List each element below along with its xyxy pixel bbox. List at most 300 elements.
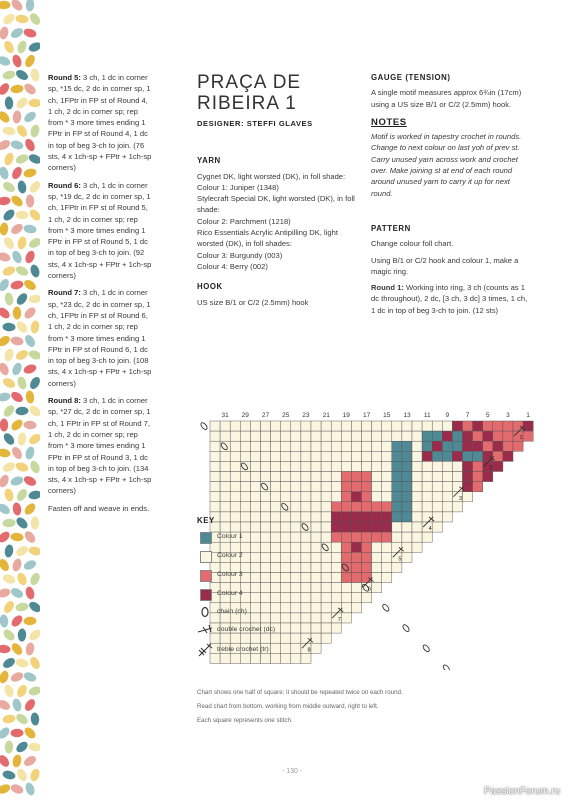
chart-cell — [250, 421, 260, 431]
border-petal — [23, 224, 37, 235]
chart-cell — [240, 451, 250, 461]
chart-cell — [341, 502, 351, 512]
border-petal — [3, 348, 14, 363]
border-petal — [15, 14, 29, 24]
key-item-colour4: Colour 4 — [197, 589, 317, 601]
border-petal — [14, 68, 29, 82]
border-petal — [25, 0, 34, 12]
chart-cell — [240, 421, 250, 431]
chart-cell — [250, 451, 260, 461]
chart-cell — [321, 633, 331, 643]
gauge-heading: GAUGE (TENSION) — [371, 73, 451, 82]
chart-cell — [281, 461, 291, 471]
chart-cell — [452, 431, 462, 441]
border-petal — [16, 376, 28, 391]
border-petal — [28, 490, 40, 501]
border-petal — [1, 573, 16, 586]
key-title: KEY — [197, 516, 215, 525]
chart-cell — [432, 461, 442, 471]
chart-cell — [311, 472, 321, 482]
chart-cell — [503, 441, 513, 451]
chart-cell — [271, 482, 281, 492]
chart-cell — [311, 451, 321, 461]
chart-cell — [351, 492, 361, 502]
chart-cell — [362, 482, 372, 492]
chart-cell — [402, 421, 412, 431]
border-petal — [23, 137, 36, 152]
border-petal — [16, 39, 28, 54]
chart-cell — [402, 522, 412, 532]
chart-cell — [351, 472, 361, 482]
chart-cell — [442, 472, 452, 482]
chart-cell — [463, 461, 473, 471]
border-petal — [22, 278, 37, 292]
chain-mark — [442, 664, 451, 670]
chart-cell — [311, 522, 321, 532]
border-petal — [15, 406, 29, 415]
chart-cell — [362, 492, 372, 502]
hook-text: US size B/1 or C/2 (2.5mm) hook — [197, 297, 309, 307]
chart-cell — [452, 472, 462, 482]
chart-cell — [362, 472, 372, 482]
border-petal — [24, 781, 36, 796]
border-petal — [3, 683, 16, 698]
column-label: 1 — [526, 412, 530, 419]
treble-crochet-icon — [197, 643, 213, 657]
chart-cell — [321, 451, 331, 461]
chart-cell — [321, 502, 331, 512]
chart-cell — [331, 441, 341, 451]
chart-cell — [351, 482, 361, 492]
border-petal — [25, 642, 36, 656]
border-petal — [0, 783, 12, 796]
chart-cell — [362, 593, 372, 603]
chart-cell — [351, 562, 361, 572]
border-petal — [10, 84, 24, 94]
chart-cell — [432, 472, 442, 482]
chart-cell — [230, 512, 240, 522]
border-petal — [23, 27, 38, 39]
border-petal — [14, 712, 29, 727]
chart-cell — [301, 431, 311, 441]
chart-cell — [382, 532, 392, 542]
column-label: 7 — [465, 412, 470, 419]
border-petal — [11, 698, 22, 713]
chart-cell — [271, 502, 281, 512]
key-item-colour2: Colour 2 — [197, 551, 317, 563]
chart-cell — [331, 461, 341, 471]
chart-cell — [422, 431, 432, 441]
chart-cell — [362, 502, 372, 512]
chart-note: Each square represents one stitch. — [197, 717, 293, 724]
chart-cell — [432, 502, 442, 512]
chart-cell — [432, 431, 442, 441]
chart-cell — [392, 482, 402, 492]
border-petal — [0, 222, 9, 236]
border-petal — [29, 124, 40, 139]
chart-cell — [351, 441, 361, 451]
chart-cell — [392, 522, 402, 532]
chart-cell — [301, 451, 311, 461]
chart-cell — [271, 431, 281, 441]
border-petal — [28, 294, 40, 304]
chart-cell — [422, 492, 432, 502]
chart-cell — [220, 482, 230, 492]
border-petal — [28, 99, 40, 108]
chart-cell — [321, 512, 331, 522]
chart-cell — [250, 431, 260, 441]
chart-cell — [250, 461, 260, 471]
round-label: 8 — [307, 647, 311, 654]
colour3-swatch — [200, 570, 212, 582]
chart-cell — [463, 492, 473, 502]
chart-cell — [271, 522, 281, 532]
chart-cell — [473, 441, 483, 451]
chart-cell — [261, 421, 271, 431]
chart-cell — [382, 552, 392, 562]
border-petal — [30, 712, 40, 726]
border-petal — [22, 82, 37, 97]
chart-cell — [240, 502, 250, 512]
chart-cell — [372, 431, 382, 441]
round-6: Round 6: 3 ch, 1 dc in corner sp, *19 dc, 2 dc in corner sp, 1 ch, 1FPtr in FP st of Round 5, 1 ch, 2 dc in corner sp; rep from * 3 more times ending 1 FPtr in FP st of Round 5, 1 dc in top of beg 3-ch to join. (92 sts, 4 x 1ch-sp + FPtr + 1ch-sp corners) — [48, 180, 152, 281]
chart-cell — [382, 542, 392, 552]
chart-cell — [412, 492, 422, 502]
chart-cell — [331, 492, 341, 502]
border-petal — [9, 586, 24, 600]
chart-cell — [341, 532, 351, 542]
border-petal — [14, 153, 29, 166]
border-petal — [0, 55, 12, 68]
chart-cell — [331, 542, 341, 552]
border-petal — [27, 236, 40, 250]
chart-cell — [240, 431, 250, 441]
border-petal — [0, 419, 8, 432]
chart-cell — [321, 573, 331, 583]
border-petal — [1, 627, 16, 642]
chart-cell — [402, 482, 412, 492]
chart-cell — [412, 472, 422, 482]
chart-cell — [230, 451, 240, 461]
border-petal — [2, 714, 16, 724]
chart-cell — [463, 472, 473, 482]
border-petal — [22, 725, 37, 740]
chart-cell — [422, 421, 432, 431]
border-petal — [14, 544, 29, 558]
chart-cell — [503, 421, 513, 431]
border-petal — [15, 487, 29, 502]
chart-cell — [483, 421, 493, 431]
border-petal — [4, 292, 14, 306]
chart-cell — [473, 472, 483, 482]
chart-cell — [382, 451, 392, 461]
chart-notes — [197, 686, 457, 728]
border-petal — [30, 68, 40, 82]
chart-cell — [210, 421, 220, 431]
chart-cell — [463, 431, 473, 441]
border-petal — [2, 235, 16, 250]
chart-cell — [422, 512, 432, 522]
border-petal — [22, 363, 37, 375]
chart-cell — [412, 431, 422, 441]
border-petal — [14, 264, 29, 277]
chart-cell — [432, 482, 442, 492]
chart-cell — [261, 451, 271, 461]
key-item-colour1: Colour 1 — [197, 532, 317, 544]
chart-cell — [321, 623, 331, 633]
chart-cell — [240, 512, 250, 522]
chart-cell — [301, 502, 311, 512]
hook-heading: HOOK — [197, 282, 223, 292]
chart-cell — [321, 613, 331, 623]
column-label: 5 — [485, 412, 490, 419]
border-petal — [28, 655, 40, 670]
border-petal — [13, 306, 22, 319]
chart-cell — [362, 451, 372, 461]
chart-cell — [240, 482, 250, 492]
chart-cell — [250, 502, 260, 512]
chart-cell — [503, 431, 513, 441]
column-label: 17 — [362, 412, 371, 419]
chart-cell — [321, 583, 331, 593]
chart-cell — [311, 441, 321, 451]
chart-cell — [351, 573, 361, 583]
chart-cell — [513, 441, 523, 451]
chart-cell — [493, 421, 503, 431]
round-5: Round 5: 3 ch, 1 dc in corner sp, *15 dc, 2 dc in corner sp, 1 ch, 1FPtr in FP st of Round 4, 1 ch, 2 dc in corner sp; rep from * 3 more times ending 1 FPtr in FP st of Round 4, 1 dc in top of beg 3-ch to join. (76 sts, 4 x 1ch-sp + FPtr + 1ch-sp corners) — [48, 73, 152, 173]
chart-cell — [351, 542, 361, 552]
right-column — [371, 72, 531, 316]
border-petal — [14, 348, 29, 362]
chart-cell — [351, 451, 361, 461]
chart-cell — [301, 482, 311, 492]
border-petal — [2, 322, 15, 331]
border-petal — [27, 432, 40, 446]
chart-cell — [372, 472, 382, 482]
chart-cell — [442, 451, 452, 461]
chart-cell — [341, 583, 351, 593]
border-petal — [27, 41, 40, 54]
chart-cell — [321, 532, 331, 542]
chart-cell — [240, 441, 250, 451]
chart-cell — [503, 451, 513, 461]
yarn-line: Colour 1: Juniper (1348) — [197, 182, 279, 192]
chart-cell — [321, 593, 331, 603]
chart-cell — [422, 472, 432, 482]
chart-cell — [513, 421, 523, 431]
border-petal — [27, 152, 40, 165]
border-petal — [12, 502, 22, 516]
chart-cell — [321, 522, 331, 532]
chart-cell — [230, 461, 240, 471]
chart-cell — [271, 421, 281, 431]
border-petal — [9, 26, 24, 40]
column-label: 21 — [322, 412, 330, 419]
page-number: - 130 - — [282, 768, 303, 775]
column-label: 9 — [445, 412, 450, 419]
chart-cell — [422, 451, 432, 461]
chart-cell — [331, 603, 341, 613]
chart-cell — [341, 552, 351, 562]
chart-cell — [210, 451, 220, 461]
chart-cell — [210, 482, 220, 492]
chart-cell — [220, 421, 230, 431]
chart-cell — [392, 421, 402, 431]
border-petal — [22, 558, 37, 571]
chart-cell — [422, 502, 432, 512]
border-petal — [23, 529, 38, 544]
border-petal — [23, 501, 38, 516]
chart-cell — [331, 562, 341, 572]
chart-cell — [473, 461, 483, 471]
chart-cell — [382, 512, 392, 522]
border-petal — [14, 740, 29, 755]
chart-cell — [321, 441, 331, 451]
chart-cell — [341, 542, 351, 552]
border-petal — [23, 697, 37, 712]
yarn-heading: YARN — [197, 156, 221, 166]
chain-mark — [402, 624, 411, 633]
chart-cell — [362, 512, 372, 522]
border-petal — [2, 69, 17, 80]
chart-cell — [291, 492, 301, 502]
chart-cell — [291, 512, 301, 522]
chart-cell — [362, 562, 372, 572]
border-petal — [4, 544, 14, 558]
border-petal — [2, 39, 15, 54]
chart-cell — [291, 451, 301, 461]
chart-cell — [341, 421, 351, 431]
round-label: 1 — [519, 435, 523, 442]
chart-cell — [240, 492, 250, 502]
yarn-line: Cygnet DK, light worsted (DK), in foll shade: — [197, 171, 346, 181]
chart-cell — [311, 502, 321, 512]
border-petal — [15, 123, 29, 138]
chain-mark — [382, 603, 391, 612]
border-petal — [10, 336, 24, 347]
chart-cell — [442, 441, 452, 451]
border-petal — [0, 502, 12, 516]
chart-cell — [432, 492, 442, 502]
chart-cell — [281, 522, 291, 532]
border-petal — [0, 166, 10, 181]
chart-cell — [271, 451, 281, 461]
chart-cell — [382, 573, 392, 583]
border-petal — [0, 644, 11, 654]
border-petal — [27, 349, 40, 361]
chart-cell — [331, 421, 341, 431]
chart-cell — [261, 431, 271, 441]
border-petal — [0, 361, 10, 376]
chart-cell — [291, 482, 301, 492]
chart-cell — [392, 562, 402, 572]
border-petal — [22, 671, 37, 684]
border-petal — [0, 277, 11, 292]
border-petal — [0, 306, 12, 321]
chart-cell — [261, 522, 271, 532]
chart-cell — [240, 472, 250, 482]
chart-cell — [220, 472, 230, 482]
chart-cell — [422, 441, 432, 451]
border-petal — [14, 95, 29, 110]
chain-mark — [200, 422, 209, 431]
chart-cell — [261, 492, 271, 502]
colour2-swatch — [200, 551, 212, 563]
chart-cell — [372, 421, 382, 431]
border-petal — [23, 617, 36, 626]
chart-cell — [402, 441, 412, 451]
border-petal — [2, 403, 17, 418]
chart-cell — [321, 482, 331, 492]
chart-cell — [301, 441, 311, 451]
chart-cell — [442, 502, 452, 512]
chart-cell — [261, 441, 271, 451]
chart-cell — [402, 451, 412, 461]
chart-cell — [261, 472, 271, 482]
border-petal — [28, 571, 40, 586]
border-petal — [12, 754, 23, 768]
chart-cell — [463, 441, 473, 451]
border-petal — [24, 586, 35, 601]
chart-cell — [291, 431, 301, 441]
round-label: 6 — [368, 586, 372, 593]
chart-cell — [331, 431, 341, 441]
border-petal — [4, 96, 13, 109]
border-petal — [28, 179, 40, 194]
chart-cell — [452, 482, 462, 492]
border-petal — [28, 742, 40, 752]
notes-heading: NOTES — [371, 116, 407, 128]
chart-cell — [331, 552, 341, 562]
border-petal — [0, 698, 12, 712]
border-petal — [28, 545, 40, 556]
chart-cell — [412, 542, 422, 552]
column-label: 13 — [403, 412, 411, 419]
chart-cell — [392, 542, 402, 552]
chart-cell — [331, 451, 341, 461]
border-petal — [22, 754, 37, 768]
chart-cell — [351, 593, 361, 603]
chart-cell — [463, 451, 473, 461]
chart-cell — [382, 472, 392, 482]
chart-cell — [250, 512, 260, 522]
chart-cell — [402, 431, 412, 441]
chart-cell — [372, 461, 382, 471]
chart-cell — [341, 613, 351, 623]
border-petal — [10, 249, 23, 264]
border-petal — [0, 334, 12, 348]
chart-cell — [281, 451, 291, 461]
fasten-off: Fasten off and weave in ends. — [48, 503, 150, 513]
chart-cell — [432, 441, 442, 451]
floral-border — [0, 0, 40, 800]
chart-cell — [331, 623, 341, 633]
chart-cell — [372, 492, 382, 502]
border-petal — [27, 628, 40, 643]
chart-cell — [392, 502, 402, 512]
chart-cell — [230, 421, 240, 431]
chart-cell — [432, 522, 442, 532]
border-petal — [15, 291, 30, 306]
chart-cell — [412, 512, 422, 522]
chart-cell — [483, 451, 493, 461]
border-petal — [10, 445, 24, 460]
chart-cell — [341, 512, 351, 522]
border-petal — [10, 641, 25, 656]
chart-cell — [220, 522, 230, 532]
chart-cell — [230, 502, 240, 512]
chart-cell — [351, 461, 361, 471]
